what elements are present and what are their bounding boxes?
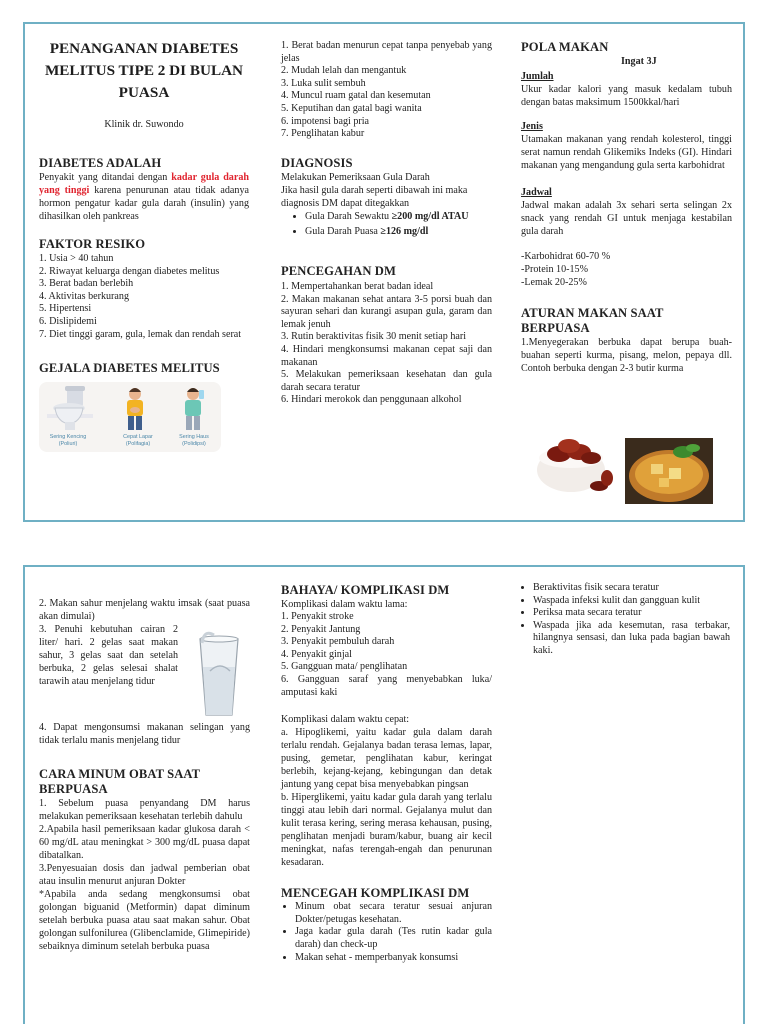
gejala-heading: GEJALA DIABETES MELITUS <box>39 361 220 376</box>
gejala-item: 3. Luka sulit sembuh <box>281 77 366 89</box>
diabetes-highlight: kadar gula darah yang tinggi <box>39 172 249 196</box>
column-3-back <box>519 567 730 1024</box>
gejala-icon-label-term: (Poliuri) <box>58 440 78 447</box>
faktor-heading: FAKTOR RESIKO <box>39 237 146 251</box>
jumlah-text: Ukur kadar kalori yang masuk kedalam tubuh dengan batas maksimum 1500kkal/hari <box>521 84 732 108</box>
gejala-item: 2. Mudah lelah dan mengantuk <box>281 65 407 77</box>
jadwal-heading: Jadwal <box>521 187 552 198</box>
gejala-item: 4. Muncul ruam gatal dan kesemutan <box>281 90 431 102</box>
faktor-item: 2. Riwayat keluarga dengan diabetes melitus <box>39 265 220 277</box>
gejala-item: 6. impotensi bagi pria <box>281 115 370 127</box>
author: Klinik dr. Suwondo <box>104 119 184 130</box>
obat-item: 3.Penyesuaian dosis dan jadwal pemberian obat atau insulin menurut anjuran Dokter <box>39 863 250 887</box>
gejala-icon-label-term: (Polifagia) <box>125 440 151 447</box>
hungry-person-icon <box>115 384 155 434</box>
komplikasi-heading: BAHAYA/ KOMPLIKASI DM <box>281 583 450 597</box>
pencegahan-list <box>281 281 492 407</box>
komplikasi-lama-item: 6. Gangguan saraf yang menyebabkan luka/ amputasi kaki <box>281 673 492 698</box>
diagnosis-line-2: Jika hasil gula darah seperti dibawah ini maka diagnosis DM dapat ditegakkan <box>281 184 468 209</box>
diabetes-heading: DIABETES ADALAH <box>39 156 162 170</box>
pencegahan-item: 6. Hindari merokok dan penggunaan alkohol <box>281 394 462 406</box>
obat-list <box>39 797 250 953</box>
aturan-item-3 <box>39 623 250 688</box>
gejala-icon-label-main: Sering Kencing <box>49 434 87 441</box>
faktor-item: 4. Aktivitas berkurang <box>39 290 129 302</box>
komplikasi-lama-item: 1. Penyakit stroke <box>281 611 354 622</box>
fruit-soup-image <box>625 438 713 504</box>
pola-subtitle: Ingat 3J <box>621 56 657 67</box>
diagnosis-heading: DIAGNOSIS <box>281 155 353 170</box>
faktor-item: 1. Usia > 40 tahun <box>39 253 114 264</box>
jumlah-heading: Jumlah <box>521 71 554 82</box>
mencegah-item: • Waspada jika ada kesemutan, rasa terbakar, hilangnya sensasi, dan luka pada bagian bawah kaki. <box>533 620 730 658</box>
macro-item: -Lemak 20-25% <box>521 277 587 288</box>
column-2-back <box>281 567 492 1024</box>
faktor-item: 3. Berat badan berlebih <box>39 278 134 290</box>
gejala-icon-label-term: (Polidipsi) <box>182 440 206 447</box>
faktor-item: 7. Diet tinggi garam, gula, lemak dan rendah serat <box>39 328 242 340</box>
column-1 <box>39 24 249 520</box>
diagnosis-criterion <box>305 211 492 224</box>
thirsty-person-icon <box>171 384 215 434</box>
gejala-icon-label-main: Cepat Lapar <box>123 434 153 441</box>
pencegahan-item: 4. Hindari mengkonsumsi makanan cepat saji dan makanan <box>281 343 492 368</box>
gejala-icon-label <box>171 434 217 447</box>
diabetes-text-after: karena penurunan atau tidak adanya hormon pengatur kadar gula darah (insulin) yang dihasilkan oleh pankreas <box>39 185 249 222</box>
pencegahan-item: 3. Rutin beraktivitas fisik 30 menit setiap hari <box>281 331 467 343</box>
criterion-label: Gula Darah Puasa <box>305 226 381 238</box>
gejala-icon-label <box>115 434 161 447</box>
dates-bowl-image <box>533 434 615 496</box>
pencegahan-item: 2. Makan makanan sehat antara 3-5 porsi buah dan sayuran sehari dan kurangi asupan gula, garam dan lemak jenuh <box>281 293 492 330</box>
page-title: PENANGANAN DIABETES MELITUS TIPE 2 DI BULAN PUASA <box>44 40 244 101</box>
column-1-back <box>39 567 250 1024</box>
diagnosis-criteria <box>281 211 492 239</box>
gejala-item: 7. Penglihatan kabur <box>281 128 365 140</box>
column-2 <box>281 24 492 520</box>
mencegah-item: • Minum obat secara teratur sesuai anjuran Dokter/petugas kesehatan. <box>295 901 492 926</box>
aturan-item-3-text: 3. Penuhi kebutuhan cairan 2 liter/ hari. 2 gelas saat makan sahur, 3 gelas saat dan setelah berbuka, 2 gelas selesai shalat tarawih atau menjelang tidur <box>39 624 178 687</box>
pencegahan-item: 5. Melakukan pemeriksaan kesehatan dan gula darah secara teratur <box>281 369 492 393</box>
diagnosis-line-1: Melakukan Pemeriksaan Gula Darah <box>281 171 430 183</box>
komplikasi-lama-intro: Komplikasi dalam waktu lama: <box>281 599 408 610</box>
pencegahan-item: 1. Mempertahankan berat badan ideal <box>281 280 434 292</box>
obat-item: 1. Sebelum puasa penyandang DM harus melakukan pemeriksaan kesehatan terlebih dahulu <box>39 798 250 822</box>
faktor-item: 6. Dislipidemi <box>39 315 97 327</box>
aturan-heading: ATURAN MAKAN SAAT BERPUASA <box>521 306 664 335</box>
mencegah-item: • Beraktivitas fisik secara teratur <box>533 582 730 595</box>
gejala-icon-label <box>45 434 91 447</box>
macro-item: -Karbohidrat 60-70 % <box>521 251 611 262</box>
aturan-item-4: 4. Dapat mengonsumsi makanan selingan yang tidak terlalu manis menjelang tidur <box>39 722 250 746</box>
komplikasi-lama-item: 3. Penyakit pembuluh darah <box>281 636 395 648</box>
gejala-icon-label-main: Sering Haus <box>179 434 209 441</box>
komplikasi-lama-list <box>281 611 492 699</box>
macro-item: -Protein 10-15% <box>521 264 588 275</box>
criterion-label: Gula Darah Sewaktu <box>305 210 392 222</box>
faktor-item: 5. Hipertensi <box>39 303 92 315</box>
gejala-illustration <box>39 382 221 452</box>
komplikasi-cepat-a: a. Hipoglikemi, yaitu kadar gula dalam darah terlalu rendah. Gejalanya badan terasa lemas, lapar, pusing, gemetar, penglihatan kabur, keringat berlebih, kejang-kejang, kebingungan dan detak jantung yang cepat bisa menyebabkan pingsan <box>281 727 492 791</box>
obat-item: 2.Apabila hasil pemeriksaan kadar glukosa darah < 60 mg/dL atau meningkat > 300 mg/dL puasa dapat dibatalkan. <box>39 824 250 861</box>
aturan-item-2: 2. Makan sahur menjelang waktu imsak (saat puasa akan dimulai) <box>39 598 250 622</box>
komplikasi-lama-item: 5. Gangguan mata/ penglihatan <box>281 661 408 673</box>
obat-heading: CARA MINUM OBAT SAAT BERPUASA <box>39 767 200 796</box>
diabetes-text <box>39 171 249 223</box>
diagnosis-criterion <box>305 226 492 239</box>
mencegah-list-continued <box>519 582 730 658</box>
mencegah-heading: MENCEGAH KOMPLIKASI DM <box>281 886 470 901</box>
komplikasi-lama-item: 2. Penyakit Jantung <box>281 623 361 635</box>
faktor-list <box>39 253 249 341</box>
water-glass-image <box>184 631 254 721</box>
aturan-text: 1.Menyegerakan berbuka dapat berupa buah-buahan seperti kurma, pisang, melon, pepaya dll. Contoh berbuka dengan 2-3 butir kurma <box>521 337 732 374</box>
komplikasi-cepat-intro: Komplikasi dalam waktu cepat: <box>281 714 410 726</box>
gejala-item: 1. Berat badan menurun cepat tanpa penyebab yang jelas <box>281 40 492 64</box>
mencegah-item: • Jaga kadar gula darah (Tes rutin kadar gula darah) dan check-up <box>295 926 492 951</box>
diabetes-text-before: Penyakit yang ditandai dengan <box>39 172 172 183</box>
komplikasi-lama-item: 4. Penyakit ginjal <box>281 648 352 660</box>
jenis-text: Utamakan makanan yang rendah kolesterol, tinggi serat namun rendah Glikemiks Indeks (GI). Hindari makanan yang mengandung gula serta karbohidrat <box>521 134 732 171</box>
pola-heading: POLA MAKAN <box>521 40 609 54</box>
criterion-value: ≥200 mg/dl ATAU <box>391 210 469 222</box>
mencegah-list <box>281 901 492 964</box>
pencegahan-heading: PENCEGAHAN DM <box>281 263 396 278</box>
macro-list <box>521 250 732 289</box>
komplikasi-cepat-b: b. Hiperglikemi, yaitu kadar gula darah yang terlalu tinggi atau lebih dari normal. Gejalanya mulut dan kulit terasa kering, sering merasa kehausan, pusing, penglihatan menjadi buram/kabur, buang air kecil meningkat, nafas terengah-engah dan penurunan kesadaran. <box>281 792 492 869</box>
mencegah-item: • Makan sehat - memperbanyak konsumsi <box>295 952 492 965</box>
mencegah-item: • Waspada infeksi kulit dan gangguan kulit <box>533 595 730 608</box>
toilet-icon <box>41 384 97 434</box>
jadwal-text: Jadwal makan adalah 3x sehari serta selingan 2x snack yang rendah GI untuk menjaga kestabilan gula darah <box>521 200 732 237</box>
jenis-heading: Jenis <box>521 121 543 132</box>
criterion-value: ≥126 mg/dl <box>380 226 429 238</box>
brochure-page-front <box>23 22 745 522</box>
obat-item: *Apabila anda sedang mengkonsumsi obat golongan biguanid (Metformin) dapat diminum setelah berbuka puasa atau saat makan sahur. Obat golongan sulfonilurea (Glibenclamide, Glimepiride) sebaiknya diminum setelah berbuka puasa <box>39 889 250 952</box>
gejala-list <box>281 40 492 141</box>
gejala-item: 5. Keputihan dan gatal bagi wanita <box>281 102 422 114</box>
column-3 <box>521 24 732 520</box>
mencegah-item: • Periksa mata secara teratur <box>533 607 730 620</box>
brochure-page-back <box>23 565 745 1024</box>
